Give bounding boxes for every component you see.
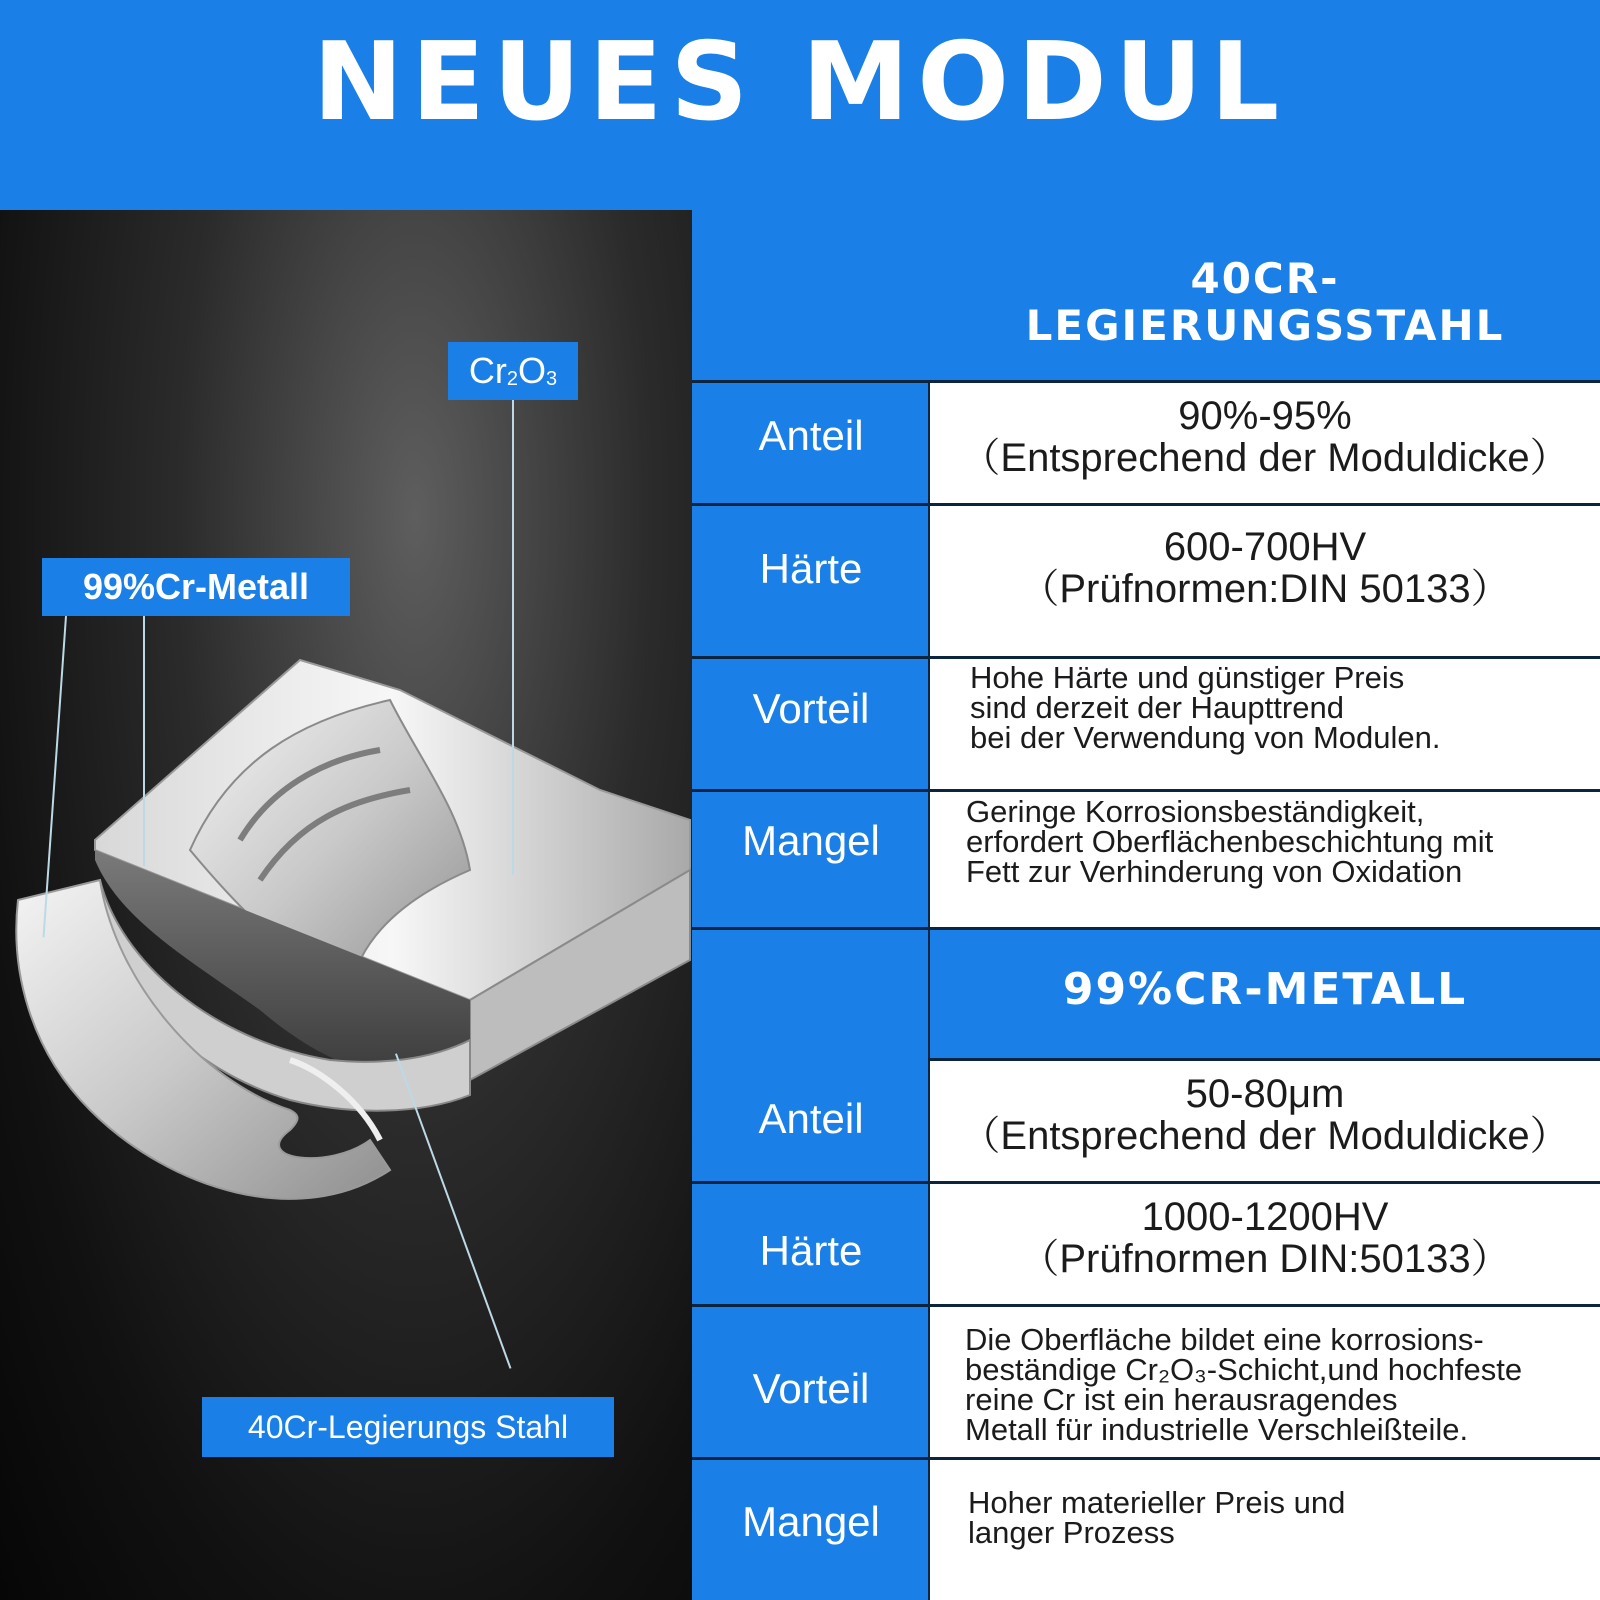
s1-label-haerte: Härte — [759, 545, 863, 592]
s1-cell-haerte: 600-700HV （Prüfnormen:DIN 50133） — [930, 506, 1600, 656]
section1-title: 40CR- LEGIERUNGSSTAHL — [1025, 254, 1505, 350]
s1-cell-mangel: Geringe Korrosionsbeständigkeit, erfordert Oberflächenbeschichtung mit Fett zur Verhinderung von Oxidation — [930, 792, 1600, 927]
label-cr2o3: $Cr_2O_3$ — [448, 342, 578, 400]
leader-line-cr2o3 — [512, 400, 514, 875]
label-alloy-steel: 40Cr-Legierungs Stahl — [202, 1397, 614, 1457]
s1-label-mangel: Mangel — [742, 817, 880, 864]
s1-label-anteil: Anteil — [758, 412, 864, 459]
section2-title: 99%CR-METALL — [1062, 964, 1468, 1015]
s1-label-vorteil: Vorteil — [752, 685, 870, 732]
s1-cell-vorteil: Hohe Härte und günstiger Preis sind derzeit der Haupttrend bei der Verwendung von Modulen. — [930, 659, 1600, 789]
leader-line-cr-inner — [143, 616, 145, 866]
s2-label-anteil: Anteil — [758, 1095, 864, 1142]
s1-cell-anteil: 90%-95% （Entsprechend der Moduldicke） — [930, 383, 1600, 503]
crimp-die-illustration — [0, 210, 692, 1600]
s2-cell-anteil: 50-80μm （Entsprechend der Moduldicke） — [930, 1061, 1600, 1181]
page-title: NEUES MODUL — [312, 20, 1288, 145]
s2-cell-mangel: Hoher materieller Preis und langer Prozess — [930, 1460, 1600, 1600]
s2-cell-haerte: 1000-1200HV （Prüfnormen DIN:50133） — [930, 1184, 1600, 1304]
comparison-panel — [692, 210, 1600, 1600]
product-photo — [0, 210, 692, 1600]
s2-label-mangel: Mangel — [742, 1498, 880, 1545]
s2-label-vorteil: Vorteil — [752, 1365, 870, 1412]
label-cr-metal: 99%Cr-Metall — [42, 558, 350, 616]
header-banner — [0, 0, 1600, 210]
s2-label-haerte: Härte — [759, 1227, 863, 1274]
s2-cell-vorteil: Die Oberfläche bildet eine korrosions- beständige Cr₂O₃-Schicht,und hochfeste reine Cr ist ein herausragendes Metall für industrielle Verschleißteile. — [930, 1307, 1600, 1457]
